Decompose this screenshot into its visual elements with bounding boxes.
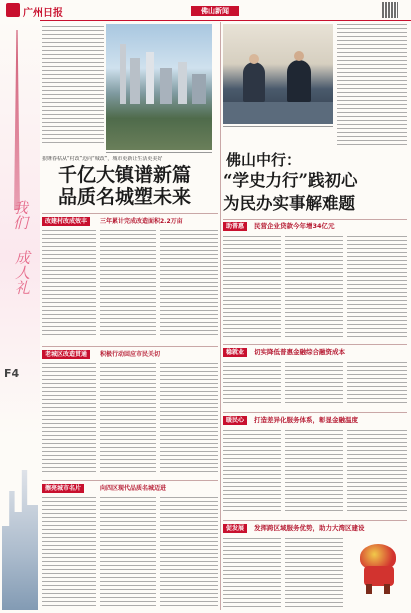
right-headline-line3: 为民办实事解难题	[223, 194, 355, 213]
right-section3-tag: 暖民心	[223, 416, 247, 425]
paper-logo	[6, 3, 20, 17]
left-section2-body-col1	[42, 363, 96, 475]
right-headline-line2: “学史力行”践初心	[223, 171, 358, 190]
left-section2-tag: 老城区改造贯通	[42, 350, 90, 359]
left-section3-body-col2	[100, 497, 156, 609]
right-section1-tag: 助普惠	[223, 222, 247, 231]
right-section4-body-col1	[223, 538, 281, 610]
right-photo-caption	[223, 125, 333, 128]
left-headline-line2: 品质名城塑未来	[58, 186, 192, 208]
center-column-divider	[220, 22, 221, 610]
left-section3-body-col1	[42, 497, 96, 609]
lion-dance-illustration	[350, 536, 406, 596]
right-section2-body-col2	[285, 362, 343, 408]
right-section1-body-col2	[285, 236, 343, 340]
slogan-line1: 我们	[11, 200, 29, 230]
left-section3-body-col3	[160, 497, 218, 609]
left-section1-body-col1	[42, 230, 96, 340]
right-section4-body-col2	[285, 538, 343, 610]
right-headline-line1: 佛山中行：	[226, 151, 302, 169]
slogan-line2: 成人礼	[13, 250, 31, 295]
left-section1-tag: 改建村改成效丰	[42, 217, 90, 226]
right-divider-1	[223, 219, 407, 220]
left-section2-body-col3	[160, 363, 218, 475]
right-section1-subhead: 民营企业贷款今年增34亿元	[254, 222, 335, 230]
left-divider-3	[42, 480, 218, 481]
right-section2-body-col1	[223, 362, 281, 408]
paper-name: 广州日报	[23, 8, 63, 19]
left-kicker: 狠锤春枯从“村改”迈向“城改”，城市更新让生活更美好	[42, 156, 163, 162]
masthead-bar	[0, 0, 411, 21]
right-section3-body-col3	[347, 430, 407, 514]
right-section2-subhead: 切实降低普惠金融综合融资成本	[254, 348, 345, 356]
right-photo	[223, 24, 333, 124]
page-code: F4	[4, 367, 20, 380]
qr-code-icon	[382, 2, 398, 18]
right-section3-body-col2	[285, 430, 343, 514]
left-section3-subhead: 向四区现代品质名城迈进	[100, 485, 167, 492]
left-intro-text	[42, 22, 104, 150]
right-section4-subhead: 发挥跨区域服务优势，助力大湾区建设	[254, 524, 365, 532]
left-section2-subhead: 积极行动回应市民关切	[100, 351, 161, 358]
left-section2-body-col2	[100, 363, 156, 475]
left-photo-caption	[106, 151, 212, 154]
left-divider-2	[42, 346, 218, 347]
right-divider-2	[223, 344, 407, 345]
section-label: 佛山新闻	[191, 6, 239, 16]
left-section1-body-col2	[100, 230, 156, 340]
right-section3-body-col1	[223, 430, 281, 514]
right-section2-body-col3	[347, 362, 407, 408]
left-divider-1	[42, 213, 218, 214]
right-divider-3	[223, 412, 407, 413]
right-divider-4	[223, 520, 407, 521]
left-headline-line1: 千亿大镇谱新篇	[58, 164, 192, 186]
right-section1-body-col3	[347, 236, 407, 340]
left-photo	[106, 24, 212, 150]
right-intro-text	[337, 24, 407, 148]
left-section1-subhead: 三年累计完成改造面积2.2万亩	[100, 218, 183, 225]
left-section3-tag: 擦亮城市名片	[42, 484, 84, 493]
right-section4-tag: 促发展	[223, 524, 247, 533]
right-section2-tag: 稳就业	[223, 348, 247, 357]
right-section1-body-col1	[223, 236, 281, 340]
right-section3-subhead: 打造差异化服务体系，彰显金融温度	[254, 416, 358, 424]
left-section1-body-col3	[160, 230, 218, 340]
